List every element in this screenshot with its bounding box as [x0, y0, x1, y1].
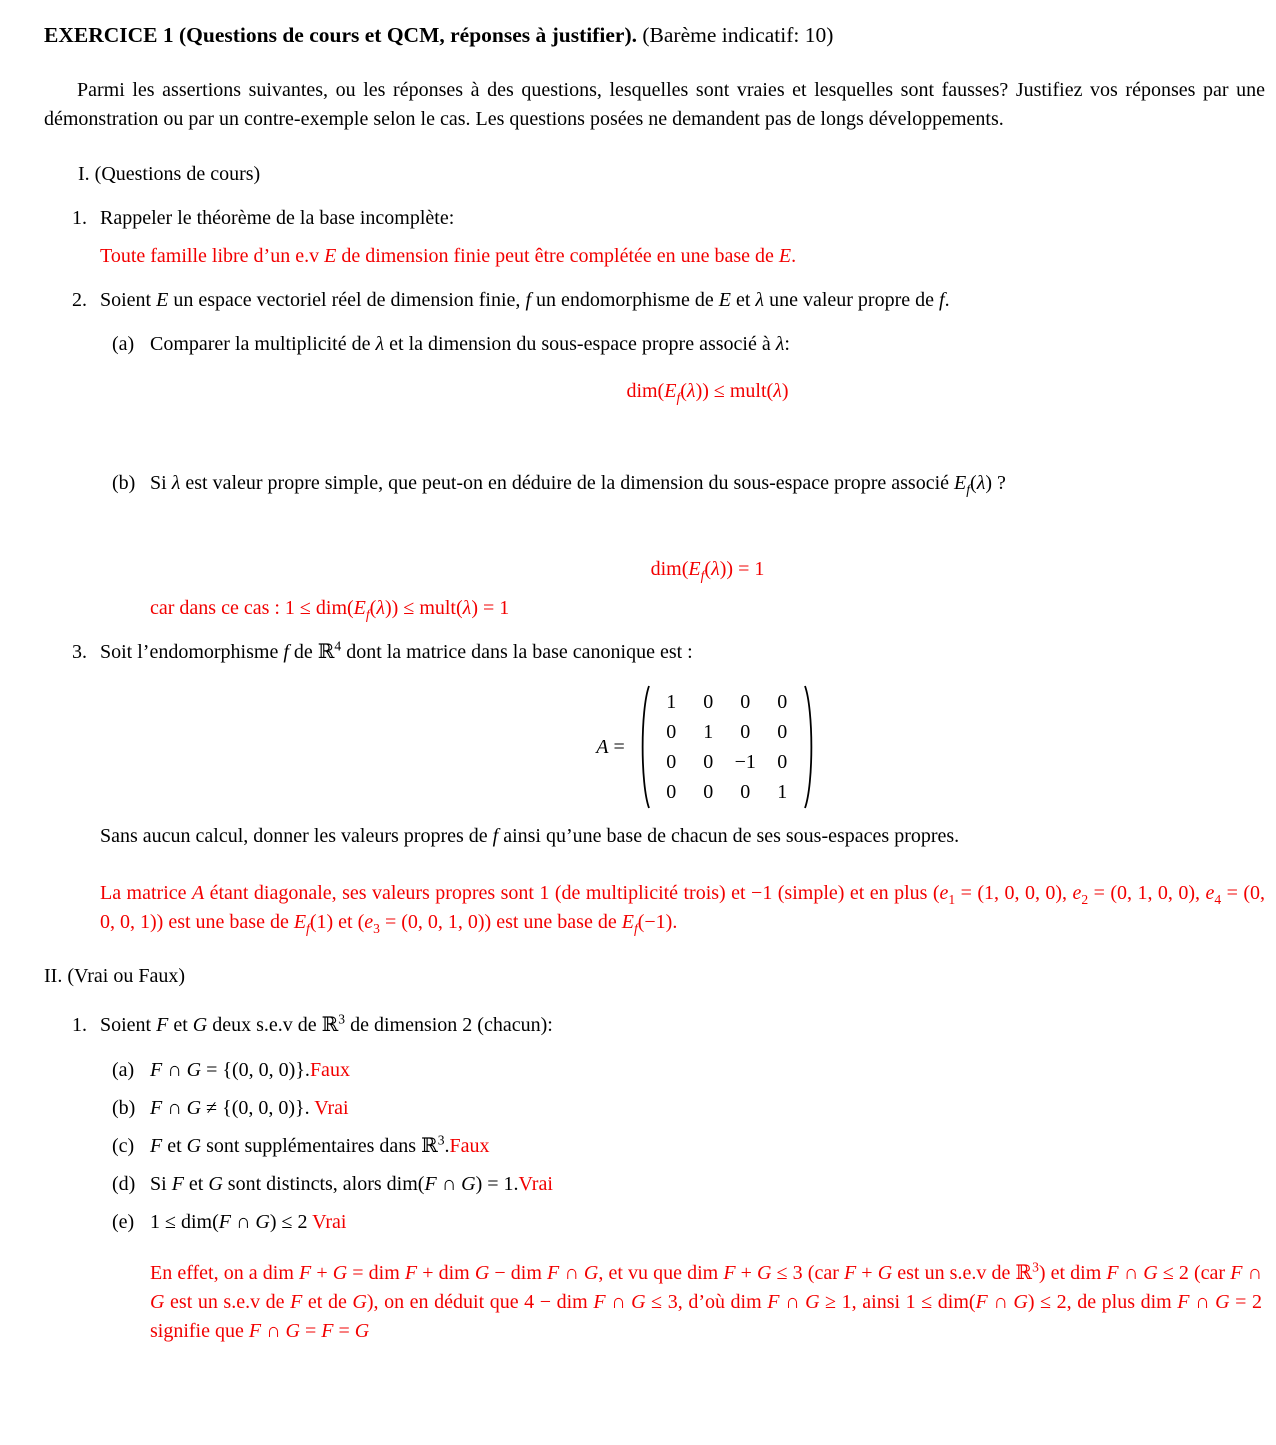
exercise-title: [44, 0, 1276, 50]
question-3-number: 3.: [72, 641, 87, 663]
matrix-left-paren: [635, 683, 652, 811]
part2-question-1-text: Soient F et G deux s.e.v de ℝ$^3$ de dimension 2 (chacun):: [100, 1011, 553, 1036]
tf-item-e-statement: 1 ≤ dim(F ∩ G) ≤ 2: [150, 1211, 313, 1233]
tf-item-e-label: (e): [112, 1211, 135, 1233]
matrix-cell: 0: [777, 751, 788, 773]
question-2-text: Soient E un espace vectoriel réel de dimension finie, f un endomorphisme de E et λ une valeur propre de f.: [100, 289, 950, 311]
section-ii-label: II.: [44, 965, 63, 987]
section-i-heading: [78, 160, 1276, 189]
tf-item-a: [0, 1056, 1265, 1085]
matrix-cell: −1: [734, 751, 756, 773]
question-2: [0, 286, 1265, 315]
question-2-number: 2.: [72, 289, 87, 311]
exercise-title-bareme: (Barème indicatif: 10): [637, 23, 834, 47]
question-2a-text: Comparer la multiplicité de λ et la dimension du sous-espace propre associé à λ:: [150, 333, 790, 355]
matrix-cell: 1: [777, 781, 788, 803]
tf-item-b: [0, 1094, 1265, 1123]
matrix-cell: 0: [740, 721, 751, 743]
matrix-cell: 0: [777, 691, 788, 713]
matrix-cell: 0: [740, 691, 751, 713]
matrix-cell: 0: [703, 751, 714, 773]
tf-item-d: [0, 1170, 1265, 1199]
tf-item-c: [0, 1132, 1265, 1161]
tf-item-a-verdict: Faux: [309, 1059, 350, 1081]
answer-3: La matrice A étant diagonale, ses valeurs propres sont 1 (de multiplicité trois) et −1 (simple) et en plus ($e_1 = (1$, 0, 0, 0), $e_2 = (0$, 1, 0, 0), $e_4 = (0$, 0, 0, 1)) est une base de $E_f(1)$ et ($e_3 = (0$, 0, 1, 0)) est une base de $E_f(-1)$.: [100, 882, 1265, 936]
question-3-followup: Sans aucun calcul, donner les valeurs propres de f ainsi qu’une base de chacun de ses sous-espaces propres.: [100, 825, 960, 847]
exercise-title-main: EXERCICE 1 (Questions de cours et QCM, réponses à justifier).: [44, 23, 638, 47]
question-2a: [0, 330, 1265, 359]
part2-question-1: [0, 1011, 1265, 1040]
tf-item-e: [0, 1208, 1265, 1237]
section-i-title: (Questions de cours): [94, 163, 261, 185]
matrix-values: [652, 687, 802, 807]
question-2b: [0, 469, 1265, 498]
matrix-lhs: A =: [596, 735, 625, 758]
tf-item-b-label: (b): [112, 1097, 136, 1119]
question-2b-label: (b): [112, 472, 136, 494]
tf-item-b-statement: F ∩ G ≠ {(0, 0, 0)}.: [150, 1097, 315, 1119]
section-ii-title: (Vrai ou Faux): [67, 965, 185, 987]
tf-item-a-statement: F ∩ G = {(0, 0, 0)}.: [150, 1059, 310, 1081]
matrix-cell: 0: [703, 691, 714, 713]
section-i-label: I.: [78, 163, 90, 185]
section-ii-heading: [44, 962, 1276, 991]
matrix-cell: 0: [666, 781, 677, 803]
question-1-number: 1.: [72, 207, 87, 229]
question-2b-text: Si λ est valeur propre simple, que peut-on en déduire de la dimension du sous-espace propre associé $E_f(\lambda)$ ?: [150, 472, 1006, 497]
question-1-text: Rappeler le théorème de la base incomplète:: [100, 207, 455, 229]
matrix-cell: 1: [703, 721, 714, 743]
tf-item-d-statement: Si F et G sont distincts, alors dim(F ∩ G) = 1.: [150, 1173, 519, 1195]
formula-dim-eq-1: $dim(E_f(\lambda)) = 1$: [650, 558, 765, 583]
part2-question-1-number: 1.: [72, 1014, 87, 1036]
tf-item-b-verdict: Vrai: [314, 1097, 349, 1119]
question-1: [0, 204, 1265, 233]
answer-2b-note: car dans ce cas : $1 \le dim(E_f(\lambda))$ ≤ mult(λ) = 1: [150, 597, 510, 622]
formula-dim-leq-mult: $dim(E_f(\lambda))$ ≤ mult(λ): [626, 380, 789, 405]
matrix-cell: 0: [666, 721, 677, 743]
tf-item-e-verdict: Vrai: [312, 1211, 347, 1233]
question-3: [0, 638, 1265, 667]
tf-item-d-label: (d): [112, 1173, 136, 1195]
answer-1: Toute famille libre d’un e.v E de dimension finie peut être complétée en une base de E.: [100, 245, 797, 267]
question-2a-label: (a): [112, 333, 135, 355]
tf-item-c-label: (c): [112, 1135, 135, 1157]
intro-paragraph: Parmi les assertions suivantes, ou les réponses à des questions, lesquelles sont vraies et lesquelles sont fausses? Justifiez vos réponses par une démonstration ou par un contre-exemple selon le cas. Les questions posées ne demandent pas de longs développements.: [44, 79, 1265, 130]
tf-item-a-label: (a): [112, 1059, 135, 1081]
tf-item-c-statement: F et G sont supplémentaires dans ℝ$^3$.: [150, 1132, 450, 1157]
matrix-cell: 0: [703, 781, 714, 803]
matrix-cell: 0: [740, 781, 751, 803]
matrix-cell: 1: [666, 691, 677, 713]
matrix-equation: [150, 683, 1265, 811]
tf-item-d-verdict: Vrai: [518, 1173, 553, 1195]
tf-justification: En effet, on a dim F + G = dim F + dim G − dim F ∩ G, et vu que dim F + G ≤ 3 (car F + G est un s.e.v de ℝ$^3$) et dim F ∩ G ≤ 2 (car F ∩ G est un s.e.v de F et de G), on en déduit que 4 − dim F ∩ G ≤ 3, d’où dim F ∩ G ≥ 1, ainsi 1 ≤ dim(F ∩ G) ≤ 2, de plus dim F ∩ G = 2 signifie que F ∩ G = F = G: [150, 1259, 1263, 1342]
question-3-text: Soit l’endomorphisme f de ℝ$^4$ dont la matrice dans la base canonique est :: [100, 638, 693, 663]
tf-item-c-verdict: Faux: [449, 1135, 490, 1157]
matrix-cell: 0: [666, 751, 677, 773]
matrix-right-paren: [802, 683, 819, 811]
matrix-cell: 0: [777, 721, 788, 743]
